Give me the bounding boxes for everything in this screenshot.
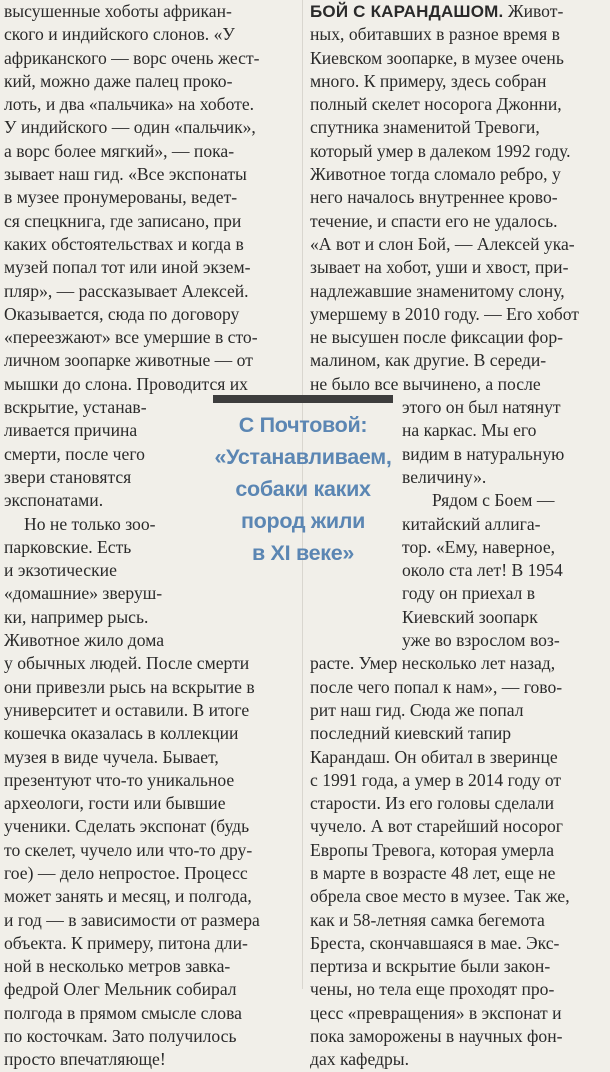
text-line: не высушен после фиксации фор- [310, 327, 563, 348]
text-line: зывает на хобот, уши и хвост, при- [310, 257, 569, 278]
text-line: ливается причина [4, 420, 138, 441]
text-line: то скелет, чучело или что-то дру- [4, 839, 253, 860]
text-line: кий, можно даже палец проко- [4, 70, 233, 91]
text-line: археологи, гости или бывшие [4, 793, 226, 814]
pull-quote-line: пород жили [240, 509, 366, 533]
text-line: тор. «Ему, наверное, [402, 536, 556, 557]
pull-quote-line: С Почтовой: [238, 413, 368, 437]
text-line: этого он был натянут [402, 397, 561, 418]
text-line: университет и оставили. В итоге [4, 699, 250, 720]
text-line: музея в виде чучела. Бывает, [4, 746, 219, 767]
text-line: году он приехал в [402, 583, 536, 604]
text-line: ученики. Сделать экспонат (будь [4, 816, 250, 837]
text-line: «переезжают» все умершие в сто- [4, 327, 258, 348]
text-line: у обычных людей. После смерти [4, 653, 250, 674]
text-line: пертиза и вскрытие были закон- [310, 956, 551, 977]
text-line: видим в натуральную [402, 443, 565, 464]
text-line: парковские. Есть [4, 536, 132, 557]
text-line: смерти, после чего [4, 443, 145, 464]
text-line: в марте в возрасте 48 лет, еще не [310, 862, 556, 883]
text-line: они привезли рысь на вскрытие в [4, 676, 255, 697]
text-line: У индийского — один «пальчик», [4, 117, 256, 138]
text-line: личном зоопарке животные — от [4, 350, 253, 371]
text-line: в музее пронумерованы, ведет- [4, 187, 238, 208]
text-line: не было все вычинено, а после [310, 373, 541, 394]
text-line: может занять и месяц, и полгода, [4, 886, 252, 907]
text-line: лоть, и два «пальчика» на хоботе. [4, 94, 255, 115]
text-line: ся спецкнига, где записано, при [4, 210, 242, 231]
text-line: Киевском зоопарке, в музее очень [310, 47, 564, 68]
text-line: дах кафедры. [310, 1049, 409, 1070]
text-line: после чего попал к нам», — гово- [310, 676, 563, 697]
text-line: на каркас. Мы его [402, 420, 537, 441]
text-line: Бреста, скончавшаяся в мае. Экс- [310, 932, 560, 953]
text-line: чучело. А вот старейший носорог [310, 816, 564, 837]
text-line: около ста лет! В 1954 [402, 560, 563, 581]
text-line: ных, обитавших в разное время в [310, 24, 560, 45]
text-line: полный скелет носорога Джонни, [310, 94, 562, 115]
text-line: с 1991 года, а умер в 2014 году от [310, 769, 562, 790]
text-line: Европы Тревога, которая умерла [310, 839, 555, 860]
text-line: и год — в зависимости от размера [4, 909, 260, 930]
text-line: по косточкам. Зато получилось [4, 1026, 237, 1047]
text-line: кошечка оказалась в коллекции [4, 723, 239, 744]
text-line: надлежавшие знаменитому слону, [310, 280, 565, 301]
text-line: обрела свое место в музее. Так же, [310, 886, 570, 907]
text-line: спутника знаменитой Тревоги, [310, 117, 540, 138]
text-line: чены, но тела еще проходят про- [310, 979, 555, 1000]
text-line: Карандаш. Он обитал в зверинце [310, 746, 558, 767]
text-line: а ворс более мягкий», — пока- [4, 140, 235, 161]
text-line: ского и индийского слонов. «У [4, 24, 235, 45]
text-line: вскрытие, устанав- [4, 397, 147, 418]
text-line: высушенные хоботы африкан- [4, 1, 232, 21]
text-line [310, 0, 606, 23]
pull-quote-line: в XI веке» [251, 541, 355, 565]
text-line: течение, и спасти его не удалось. [310, 210, 558, 231]
text-line: умершему в 2010 году. — Его хобот [310, 303, 579, 324]
text-line: объекта. К примеру, питона дли- [4, 932, 248, 953]
text-line: зывает наш гид. «Все экспонаты [4, 164, 247, 185]
text-line: ной в несколько метров завка- [4, 956, 231, 977]
text-line: каких обстоятельствах и когда в [4, 233, 244, 254]
text-line: как и 58-летняя самка бегемота [310, 909, 545, 930]
text-line: последний киевский тапир [310, 723, 512, 744]
text-line: рит наш гид. Сюда же попал [310, 699, 524, 720]
text-line: расте. Умер несколько лет назад, [310, 653, 556, 674]
text-line: гое) — дело непростое. Процесс [4, 862, 248, 883]
text-line: полгода в прямом смысле слова [4, 1002, 242, 1023]
pull-quote-text [213, 409, 393, 569]
text-line: Рядом с Боем — [432, 490, 555, 511]
text-line: него началось внутреннее крово- [310, 187, 558, 208]
text-line: звери становятся [4, 466, 132, 487]
text-line: и экзотические [4, 560, 117, 581]
text-line: экспонатами. [4, 490, 104, 511]
text-line: цесс «превращения» в экспонат и [310, 1002, 562, 1023]
pull-quote-rule [213, 395, 393, 403]
text-line: Животное жило дома [4, 630, 165, 651]
text-line: китайский аллига- [402, 513, 541, 534]
text-line: «А вот и слон Бой, — Алексей ука- [310, 233, 575, 254]
text-line: Оказывается, сюда по договору [4, 303, 240, 324]
text-fragment: Живот- [503, 1, 564, 21]
text-line: уже во взрослом воз- [402, 630, 560, 651]
text-line: музей попал тот или иной экзем- [4, 257, 251, 278]
text-line: Киевский зоопарк [402, 606, 538, 627]
text-line: малином, как другие. В середи- [310, 350, 547, 371]
text-line: мышки до слона. Проводится их [4, 373, 248, 394]
text-line: ки, например рысь. [4, 606, 149, 627]
pull-quote-line: «Устанавливаем, [214, 445, 392, 469]
text-line: Но не только зоо- [24, 513, 156, 534]
pull-quote [213, 395, 393, 575]
section-subheading: БОЙ С КАРАНДАШОМ. [310, 2, 504, 21]
text-line: презентуют что-то уникальное [4, 769, 235, 790]
text-line: пляр», — рассказывает Алексей. [4, 280, 249, 301]
text-line: «домашние» зверуш- [4, 583, 163, 604]
text-line: просто впечатляюще! [4, 1049, 166, 1070]
text-line: который умер в далеком 1992 году. [310, 140, 571, 161]
text-line: пока заморожены в научных фон- [310, 1026, 563, 1047]
text-line: федрой Олег Мельник собирал [4, 979, 237, 1000]
text-line: величину». [402, 466, 487, 487]
text-line: старости. Из его головы сделали [310, 793, 555, 814]
text-line: Животное тогда сломало ребро, у [310, 164, 561, 185]
text-line: африканского — ворс очень жест- [4, 47, 260, 68]
text-line: много. К примеру, здесь собран [310, 70, 547, 91]
pull-quote-line: собаки каких [235, 477, 371, 501]
